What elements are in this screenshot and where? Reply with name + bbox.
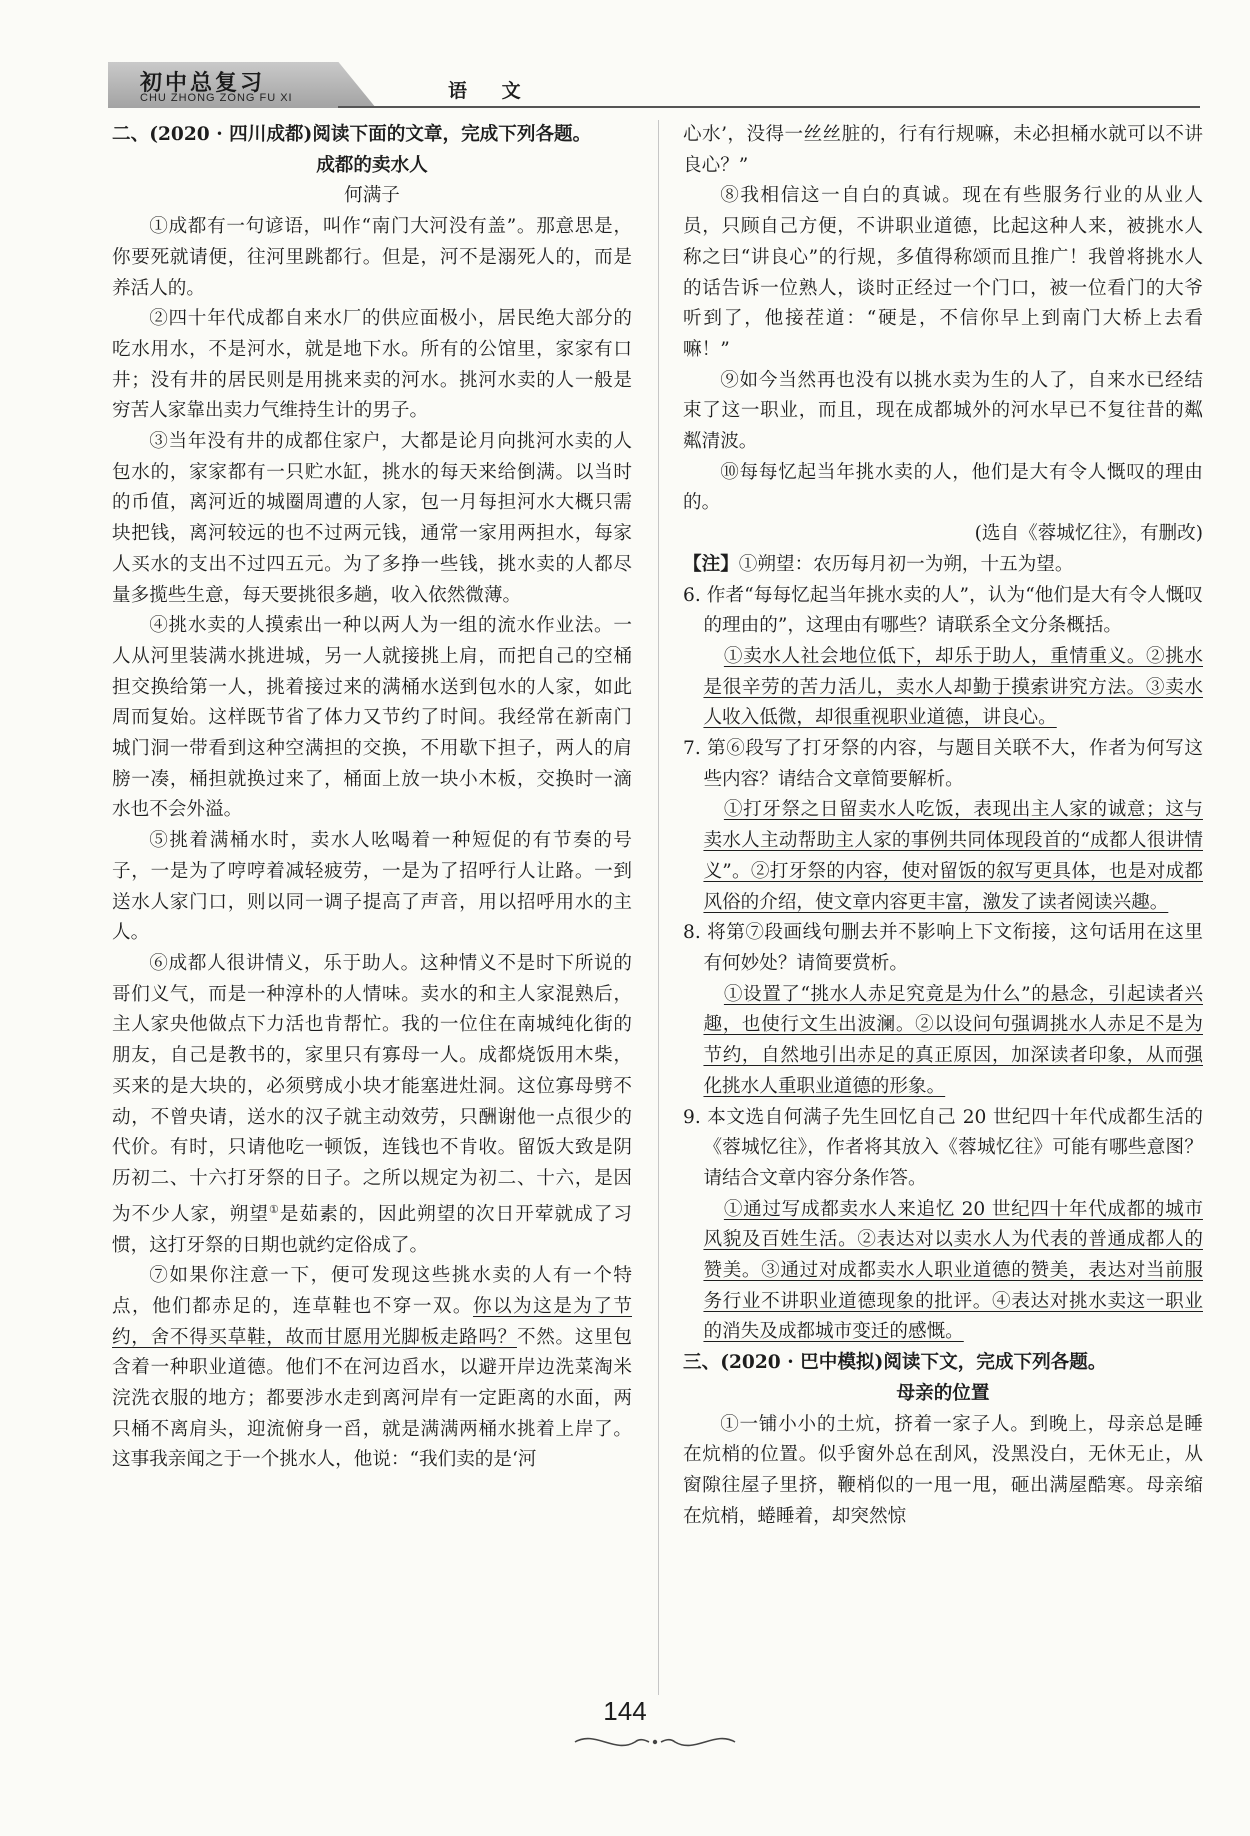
section-2-heading: 二、(2020 · 四川成都)阅读下面的文章，完成下列各题。 [112,124,592,145]
paragraph-1: ①成都有一句谚语，叫作“南门大河没有盖”。那意思是，你要死就请便，往河里跳都行。但是，河不是溺死人的，而是养活人的。 [112,216,632,299]
paragraph-3: ③当年没有井的成都住家户，大都是论月向挑河水卖的人包水的，家家都有一只贮水缸，挑水的每天来给倒满。以当时的币值，离河近的城圈周遭的人家，包一月每担河水大概只需块把钱，离河较远的也不过两元钱，通常一家用两担水，每家人买水的支出不过四五元。为了多挣一些钱，挑水卖的人都尽量多揽些生意，每天要挑很多趟，收入依然微薄。 [112,431,632,606]
answer-8: ①设置了“挑水人赤足究竟是为什么”的悬念，引起读者兴趣，也使行文生出波澜。②以设问句强调挑水人赤足不是为节约，自然地引出赤足的真正原因，加深读者印象，从而强化挑水人重职业道德的形象。 [703,983,1203,1097]
paragraph-7-a: ⑦如果你注意一下，便可发现这些挑水卖的人有一个特点，他们都赤足的，连草鞋也不穿一双。 [112,1265,632,1317]
left-column [112,120,632,1476]
underlined-sentence: 你以为这是为了节约，舍不得买草鞋，故而甘愿用光脚板走路吗？ [112,1295,632,1348]
article-title: 成都的卖水人 [316,154,428,176]
footnote-marker: ① [268,1202,280,1216]
book-title: 初中总复习 [140,70,266,96]
article-author: 何满子 [344,185,400,207]
question-7: 7. 第⑥段写了打牙祭的内容，与题目关联不大，作者为何写这些内容？请结合文章简要解析。 [683,738,1203,790]
footer-ornament-icon [565,1728,745,1756]
section-3-heading: 三、(2020 · 巴中模拟)阅读下文，完成下列各题。 [683,1352,1107,1374]
paragraph-9: ⑨如今当然再也没有以挑水卖为生的人了，自来水已经结束了这一职业，而且，现在成都城外的河水早已不复往昔的粼粼清波。 [683,369,1203,453]
paragraph-8: ⑧我相信这一自白的真诚。现在有些服务行业的从业人员，只顾自己方便，不讲职业道德，比起这种人来，被挑水人称之曰“讲良心”的行规，多值得称颂而且推广！我曾将挑水人的话告诉一位熟人，谈时正经过一个门口，被一位看门的大爷听到了，他接茬道：“硬是，不信你早上到南门大桥上去看嘛！” [683,185,1203,360]
paragraph-2: ②四十年代成都自来水厂的供应面极小，居民绝大部分的吃水用水，不是河水，就是地下水。所有的公馆里，家家有口井；没有井的居民则是用挑来卖的河水。挑河水卖的人一般是穷苦人家靠出卖力气维持生计的男子。 [112,308,632,422]
footnote [683,550,1203,581]
right-column [683,120,1203,1532]
paragraph-7-continued: 心水’，没得一丝丝脏的，行有行规嘛，未必担桶水就可以不讲良心？” [683,124,1203,176]
article-2-paragraph-1: ①一铺小小的土炕，挤着一家子人。到晚上，母亲总是睡在炕梢的位置。似乎窗外总在刮风，没黑没白，无休无止，从窗隙往屋子里挤，鞭梢似的一甩一甩，砸出满屋酷寒。母亲缩在炕梢，蜷睡着，却突然惊 [683,1413,1203,1527]
paragraph-6 [112,949,632,1261]
answer-9: ①通过写成都卖水人来追忆 20 世纪四十年代成都的城市风貌及百姓生活。②表达对以卖水人为代表的普通成都人的赞美。③通过对成都卖水人职业道德的赞美，表达对当前服务行业不讲职业道德现象的批评。④表达对挑水卖这一职业的消失及成都城市变迁的感慨。 [703,1198,1203,1343]
answer-7: ①打牙祭之日留卖水人吃饭，表现出主人家的诚意；这与卖水人主动帮助主人家的事例共同体现段首的“成都人很讲情义”。②打牙祭的内容，使对留饭的叙写更具体，也是对成都风俗的介绍，使文章内容更丰富，激发了读者阅读兴趣。 [703,799,1203,913]
paragraph-5: ⑤挑着满桶水时，卖水人吆喝着一种短促的有节奏的号子，一是为了哼哼着减轻疲劳，一是为了招呼行人让路。一到送水人家门口，则以同一调子提高了声音，用以招呼用水的主人。 [112,830,632,944]
paragraph-6-text: ⑥成都人很讲情义，乐于助人。这种情义不是时下所说的哥们义气，而是一种淳朴的人情味。卖水的和主人家混熟后，主人家央他做点下力活也肯帮忙。我的一位住在南城纯化街的朋友，自己是教书的，家里只有寡母一人。成都烧饭用木柴，买来的是大块的，必须劈成小块才能塞进灶洞。这位寡母劈不动，不曾央请，送水的汉子就主动效劳，只酬谢他一点很少的代价。有时，只请他吃一顿饭，连钱也不肯收。留饭大致是阴历初二、十六打牙祭的日子。之所以规定为初二、十六，是因为不少人家，朔望 [112,952,632,1225]
book-title-pinyin: CHU ZHONG ZONG FU XI [140,92,293,104]
paragraph-6-rest: 是茹素的，因此朔望的次日开荤就成了习惯，这打牙祭的日期也就约定俗成了。 [112,1203,632,1256]
question-9: 9. 本文选自何满子先生回忆自己 20 世纪四十年代成都生活的《蓉城忆往》，作者将其放入《蓉城忆往》可能有哪些意图？请结合文章内容分条作答。 [683,1106,1203,1189]
page-number: 144 [603,1696,647,1726]
paragraph-7-c: 不然。这里包含着一种职业道德。他们不在河边舀水，以避开岸边洗菜淘米浣洗衣服的地方；都要涉水走到离河岸有一定距离的水面，两只桶不离肩头，迎流俯身一舀，就是满满两桶水挑着上岸了。这事我亲闻之于一个挑水人，他说：“我们卖的是‘河 [112,1326,632,1471]
paragraph-7 [112,1261,632,1476]
article-2-title: 母亲的位置 [896,1382,990,1404]
page-header [108,62,1200,112]
answer-6: ①卖水人社会地位低下，却乐于助人，重情重义。②挑水是很辛劳的苦力活儿，卖水人却勤于摸索讲究方法。③卖水人收入低微，却很重视职业道德，讲良心。 [703,645,1203,729]
paragraph-10: ⑩每每忆起当年挑水卖的人，他们是大有令人慨叹的理由的。 [683,461,1203,514]
header-rule [338,106,1200,108]
subject-label: 语 文 [448,80,535,102]
footnote-label: 【注】 [683,553,739,575]
source-note: (选自《蓉城忆往》，有删改) [974,523,1203,545]
column-divider [658,120,659,1695]
footnote-text: ①朔望：农历每月初一为朔，十五为望。 [738,553,1074,575]
question-8: 8. 将第⑦段画线句删去并不影响上下文衔接，这句话用在这里有何妙处？请简要赏析。 [683,922,1203,974]
question-6: 6. 作者“每每忆起当年挑水卖的人”，认为“他们是大有令人慨叹的理由的”，这理由有哪些？请联系全文分条概括。 [683,584,1203,637]
paragraph-4: ④挑水卖的人摸索出一种以两人为一组的流水作业法。一人从河里装满水挑进城，另一人就接挑上肩，而把自己的空桶担交换给第一人，挑着接过来的满桶水送到包水的人家，如此周而复始。这样既节省了体力又节约了时间。我经常在新南门城门洞一带看到这种空满担的交换，不用歇下担子，两人的肩膀一凑，桶担就换过来了，桶面上放一块小木板，交换时一滴水也不会外溢。 [112,615,632,821]
